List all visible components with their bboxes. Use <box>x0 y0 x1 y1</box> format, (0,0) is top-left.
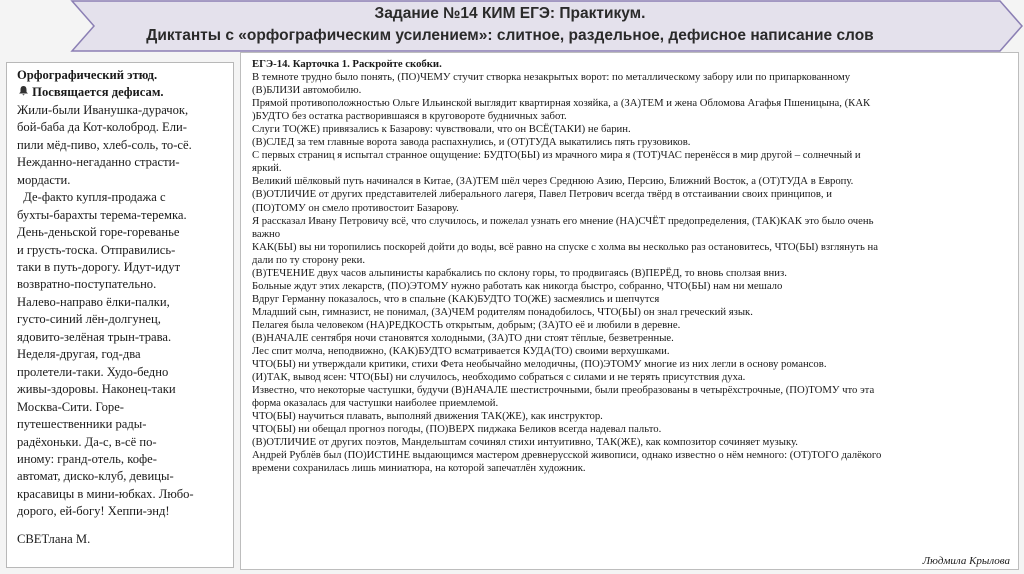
card-title: ЕГЭ-14. Карточка 1. Раскройте скобки. <box>252 58 442 70</box>
etude-line: День-деньской горе-гореванье <box>17 225 180 240</box>
card-line: (В)ОТЛИЧИЕ от других представителей либерального лагеря, Павел Петрович всегда твёрд в отстаивании своих принципов, и <box>252 188 832 201</box>
title-banner <box>0 0 1024 56</box>
card-line: Пелагея была человеком (НА)РЕДКОСТЬ открытым, добрым; (ЗА)ТО её и любили в деревне. <box>252 318 681 331</box>
etude-line: дорого, ей-богу! Хеппи-энд! <box>17 504 170 519</box>
card-line: Слуги ТО(ЖЕ) привязались к Базарову: чувствовали, что он ВСЁ(ТАКИ) не барин. <box>252 123 631 136</box>
etude-dedication: Посвящается дефисам. <box>32 85 164 100</box>
card-line: С первых страниц я испытал странное ощущение: БУДТО(БЫ) из мрачного мира я (ТОТ)ЧАС перенёсся в мир другой – солнечный и <box>252 149 861 162</box>
banner-title: Задание №14 КИМ ЕГЭ: Практикум. <box>374 5 646 22</box>
card-line: Я рассказал Ивану Петровичу всё, что случилось, и пожелал узнать его мнение (НА)СЧЁТ предопределения, (ТАК)КАК это было очень <box>252 214 874 227</box>
card-line: ЧТО(БЫ) научиться плавать, выполняй движения ТАК(ЖЕ), как инструктор. <box>252 410 603 423</box>
card-line: важно <box>252 227 281 240</box>
card-line: (В)ТЕЧЕНИЕ двух часов альпинисты карабкались по склону горы, то продвигаясь (В)ПЕРЁД, то вновь сползая вниз. <box>252 266 787 279</box>
etude-title: Орфографический этюд. <box>17 68 158 82</box>
etude-line: живы-здоровы. Наконец-таки <box>17 382 176 397</box>
etude-text <box>17 102 225 521</box>
card-line: В темноте трудно было понять, (ПО)ЧЕМУ стучит створка незакрытых ворот: по металлическому забору или по припаркованному <box>252 71 851 84</box>
card-line: (В)БЛИЗИ автомобилю. <box>252 84 362 97</box>
card-line: КАК(БЫ) вы ни торопились поскорей дойти до воды, всё равно на спуске с холма вы несколько раз остановитесь, ЧТО(БЫ) взглянуть на <box>252 240 878 253</box>
card-line: (И)ТАК, вывод ясен: ЧТО(БЫ) ни случилось, необходимо собраться с силами и не терять присутствия духа. <box>252 371 746 384</box>
etude-line: пролетели-таки. Худо-бедно <box>17 364 169 379</box>
card-line: яркий. <box>252 162 282 175</box>
card-line: (В)ОТЛИЧИЕ от других поэтов, Мандельштам сочинял стихи интуитивно, ТАК(ЖЕ), как композитор сочиняет музыку. <box>252 436 798 449</box>
card-line: ЧТО(БЫ) ни обещал прогноз погоды, (ПО)ВЕРХ пиджака Беликов всегда надевал пальто. <box>252 423 662 436</box>
etude-line: и грусть-тоска. Отправились- <box>17 242 176 257</box>
etude-line: бой-баба да Кот-колоброд. Ели- <box>17 120 187 135</box>
etude-line: путешественники рады- <box>17 417 147 432</box>
card-line: Великий шёлковый путь начинался в Китае, (ЗА)ТЕМ шёл через Среднюю Азию, Персию, Ближний Восток, а (ОТ)ТУДА в Европу. <box>252 175 854 188</box>
etude-line: густо-синий лён-долгунец, <box>17 312 161 327</box>
card-line: Лес спит молча, неподвижно, (КАК)БУДТО всматривается КУДА(ТО) своими верхушками. <box>252 345 670 358</box>
card-author: Людмила Крылова <box>922 555 1010 567</box>
card-line: Больные ждут этих лекарств, (ПО)ЭТОМУ нужно работать как никогда быстро, собранно, ЧТО(БЫ) нам ни мешало <box>252 279 783 292</box>
etude-line: радёхоньки. Да-с, в-сё по- <box>17 434 157 449</box>
card-line: (В)НАЧАЛЕ сентября ночи становятся холодными, (ЗА)ТО дни стоят тёплые, безветренные. <box>252 331 674 344</box>
etude-signature: СВЕТлана М. <box>17 531 91 546</box>
card-line: ЧТО(БЫ) ни утверждали критики, стихи Фета необычайно мелодичны, (ПО)ЭТОМУ многие из них легли в основу романсов. <box>252 358 827 371</box>
card-line: (В)СЛЕД за тем главные ворота завода распахнулись, и (ОТ)ТУДА выкатились пять грузовиков. <box>252 136 691 149</box>
etude-line: пили мёд-пиво, хлеб-соль, то-сё. <box>17 137 192 152</box>
card-line: дали по ту сторону реки. <box>252 253 365 266</box>
etude-line: Де-факто купля-продажа с <box>17 190 166 205</box>
etude-line: иному: гранд-отель, кофе- <box>17 451 157 466</box>
card-panel <box>240 52 1019 570</box>
etude-panel <box>6 62 234 568</box>
card-line: Известно, что некоторые частушки, будучи (В)НАЧАЛЕ шестистрочными, были преобразованы в четырёхстрочные, (ПО)ТОМУ что эта <box>252 384 875 397</box>
etude-line: автомат, диско-клуб, девицы- <box>17 469 174 484</box>
etude-line: Жили-были Иванушка-дурачок, <box>17 102 189 117</box>
card-sentences <box>252 71 1012 475</box>
banner-subtitle: Диктанты с «орфографическим усилением»: слитное, раздельное, дефисное написание слов <box>146 27 874 44</box>
etude-line: красавицы в мини-юбках. Любо- <box>17 486 194 501</box>
card-line: Младший сын, гимназист, не понимал, (ЗА)ЧЕМ родителям понадобилось, ЧТО(БЫ) он знал греческий язык. <box>252 305 753 318</box>
card-line: Прямой противоположностью Ольге Ильинской выглядит квартирная хозяйка, а (ЗА)ТЕМ и жена Обломова Агафья Пшеницына, (КАК <box>252 97 871 110</box>
card-line: форма оказалась для частушки наиболее приемлемой. <box>252 397 499 410</box>
card-line: Андрей Рублёв был (ПО)ИСТИНЕ выдающимся мастером древнерусской живописи, однако известно о нём немного: (ОТ)ТОГО далёкого <box>252 449 882 462</box>
etude-line: мордасти. <box>17 172 71 187</box>
etude-dedication-row <box>17 84 225 101</box>
etude-line: Москва-Сити. Горе- <box>17 399 124 414</box>
etude-line: Нежданно-негаданно страсти- <box>17 155 180 170</box>
card-line: (ПО)ТОМУ он смело противостоит Базарову. <box>252 201 459 214</box>
etude-line: возвратно-поступательно. <box>17 277 157 292</box>
etude-line: бухты-барахты терема-теремка. <box>17 207 187 222</box>
etude-line: Неделя-другая, год-два <box>17 347 141 362</box>
card-line: времени сохранилась лишь миниатюра, на которой запечатлён художник. <box>252 462 586 475</box>
etude-line: таки в путь-дорогу. Идут-идут <box>17 259 181 274</box>
etude-line: Налево-направо ёлки-палки, <box>17 294 170 309</box>
etude-line: ядовито-зелёная трын-трава. <box>17 329 172 344</box>
card-line: )БУДТО без остатка растворившаяся в круговороте будничных забот. <box>252 110 567 123</box>
bell-icon <box>17 84 29 101</box>
card-line: Вдруг Германну показалось, что в спальне (КАК)БУДТО ТО(ЖЕ) засмеялись и шепчутся <box>252 292 660 305</box>
